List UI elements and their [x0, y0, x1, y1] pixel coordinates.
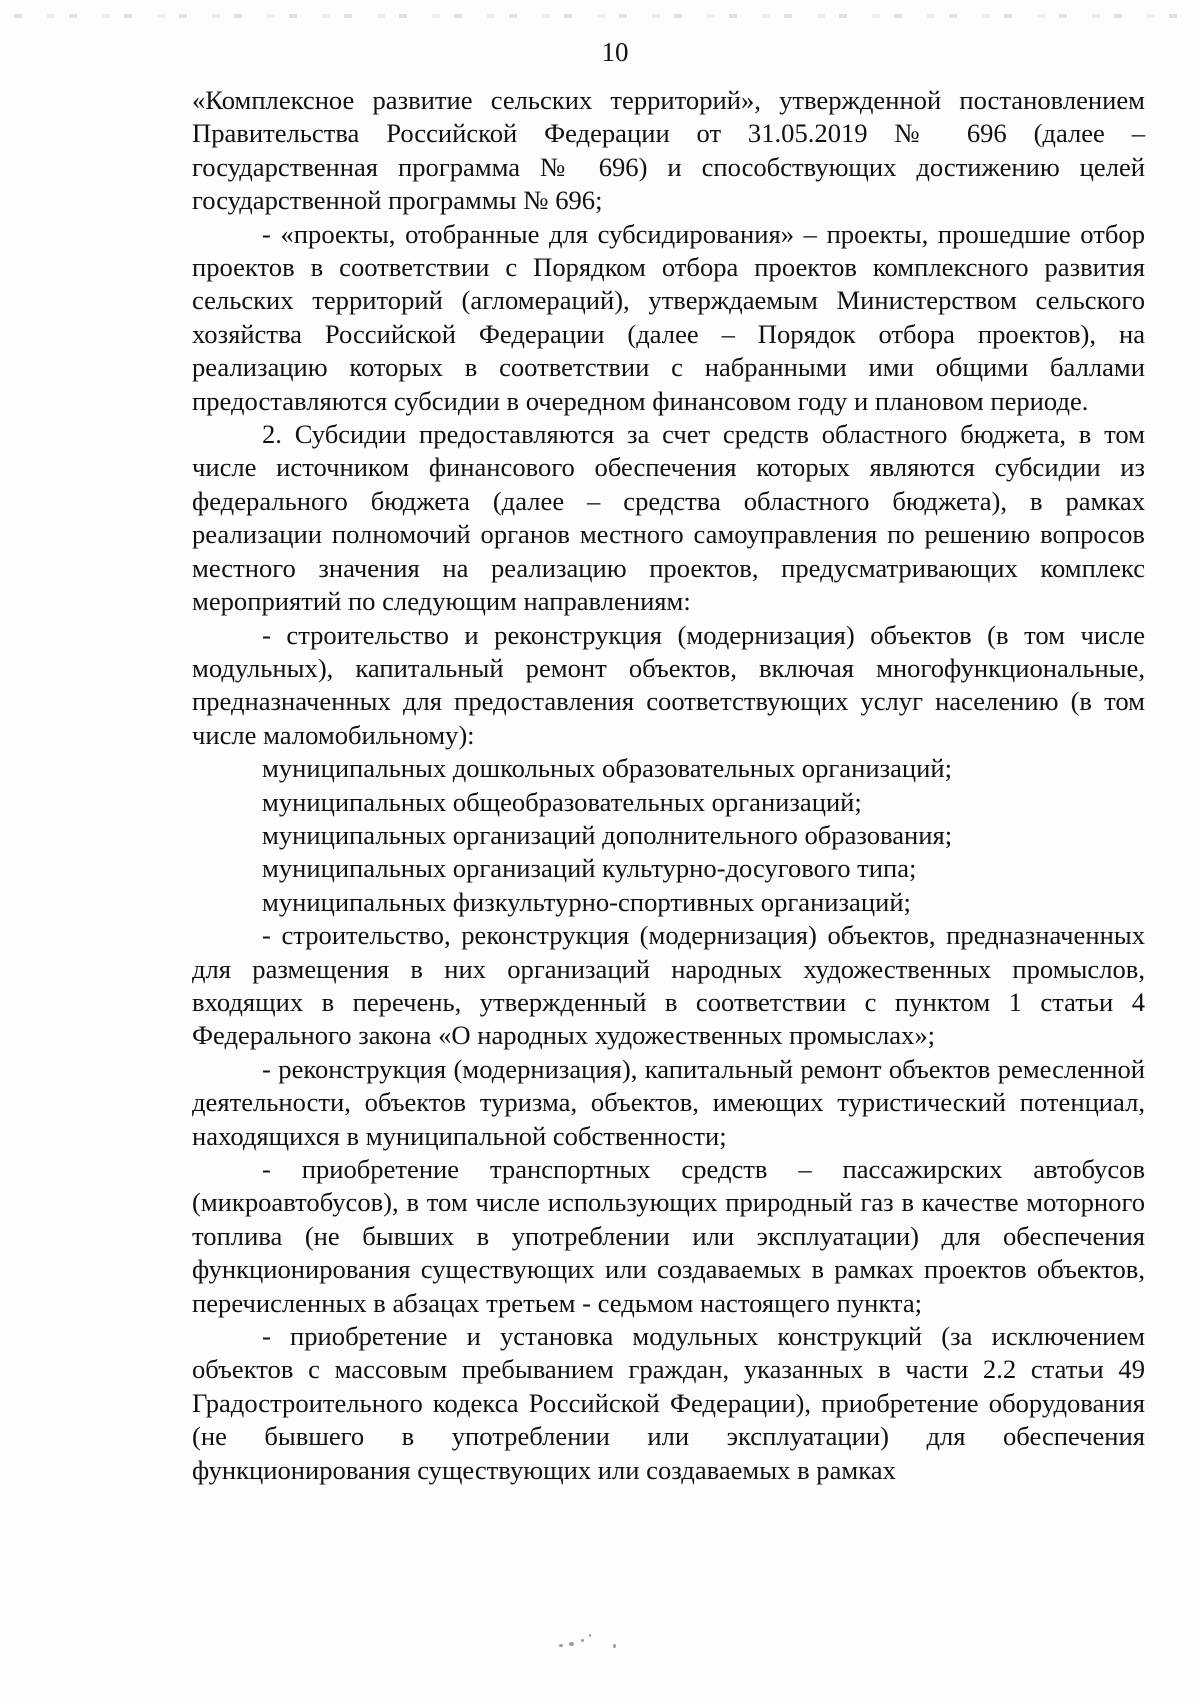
list-item-cultural-leisure: муниципальных организаций культурно-досугового типа; — [262, 853, 917, 884]
paragraph-subsidies-section-2: 2. Субсидии предоставляются за счет средств областного бюджета, в том числе источником финансового обеспечения которых являются субсидии из федерального бюджета (далее – средства областного бюджета), в рамках реализации полномочий органов местного самоуправления по решению вопросов местного значения на реализацию проектов, предусматривающих комплекс мероприятий по следующим направлениям: — [192, 419, 1145, 617]
list-item-general-education: муниципальных общеобразовательных организаций; — [262, 786, 862, 817]
paragraph-modular-constructions: - приобретение и установка модульных конструкций (за исключением объектов с массовым пребыванием граждан, указанных в части 2.2 статьи 49 Градостроительного кодекса Российской Федерации), приобретение оборудования (не бывшего в употреблении или эксплуатации) для обеспечения функционирования существующих или создаваемых в рамках — [192, 1321, 1145, 1485]
paragraph-program-definition: «Комплексное развитие сельских территорий», утвержденной постановлением Правительства Российской Федерации от 31.05.2019 № 696 (далее – государственная программа № 696) и способствующих достижению целей государственной программы № 696; — [192, 85, 1145, 216]
list-item-additional-education: муниципальных организаций дополнительного образования; — [262, 819, 953, 850]
scan-artifact-top — [0, 14, 1200, 18]
list-item-preschool: муниципальных дошкольных образовательных организаций; — [262, 753, 952, 784]
paragraph-construction-objects: - строительство и реконструкция (модернизация) объектов (в том числе модульных), капитальный ремонт объектов, включая многофункциональные, предназначенных для предоставления соответствующих услуг населению (в том числе маломобильному): — [192, 619, 1145, 750]
list-item-sports: муниципальных физкультурно-спортивных организаций; — [262, 886, 911, 917]
paragraph-buses: - приобретение транспортных средств – пассажирских автобусов (микроавтобусов), в том числе использующих природный газ в качестве моторного топлива (не бывших в употреблении или эксплуатации) для обеспечения функционирования существующих или создаваемых в рамках проектов объектов, перечисленных в абзацах третьем - седьмом настоящего пункта; — [192, 1154, 1145, 1318]
scan-artifact-bottom — [555, 1630, 635, 1660]
paragraph-folk-crafts: - строительство, реконструкция (модернизация) объектов, предназначенных для размещения в них организаций народных художественных промыслов, входящих в перечень, утвержденный в соответствии с пунктом 1 статьи 4 Федерального закона «О народных художественных промыслах»; — [192, 920, 1145, 1051]
document-body — [192, 84, 1145, 1487]
page-number: 10 — [601, 37, 629, 67]
paragraph-selected-projects: - «проекты, отобранные для субсидирования» – проекты, прошедшие отбор проектов в соответствии с Порядком отбора проектов комплексного развития сельских территорий (агломераций), утверждаемым Министерством сельского хозяйства Российской Федерации (далее – Порядок отбора проектов), на реализацию которых в соответствии с набранными ими общими баллами предоставляются субсидии в очередном финансовом году и плановом периоде. — [192, 218, 1145, 416]
paragraph-tourism-objects: - реконструкция (модернизация), капитальный ремонт объектов ремесленной деятельности, объектов туризма, объектов, имеющих туристический потенциал, находящихся в муниципальной собственности; — [192, 1053, 1145, 1151]
